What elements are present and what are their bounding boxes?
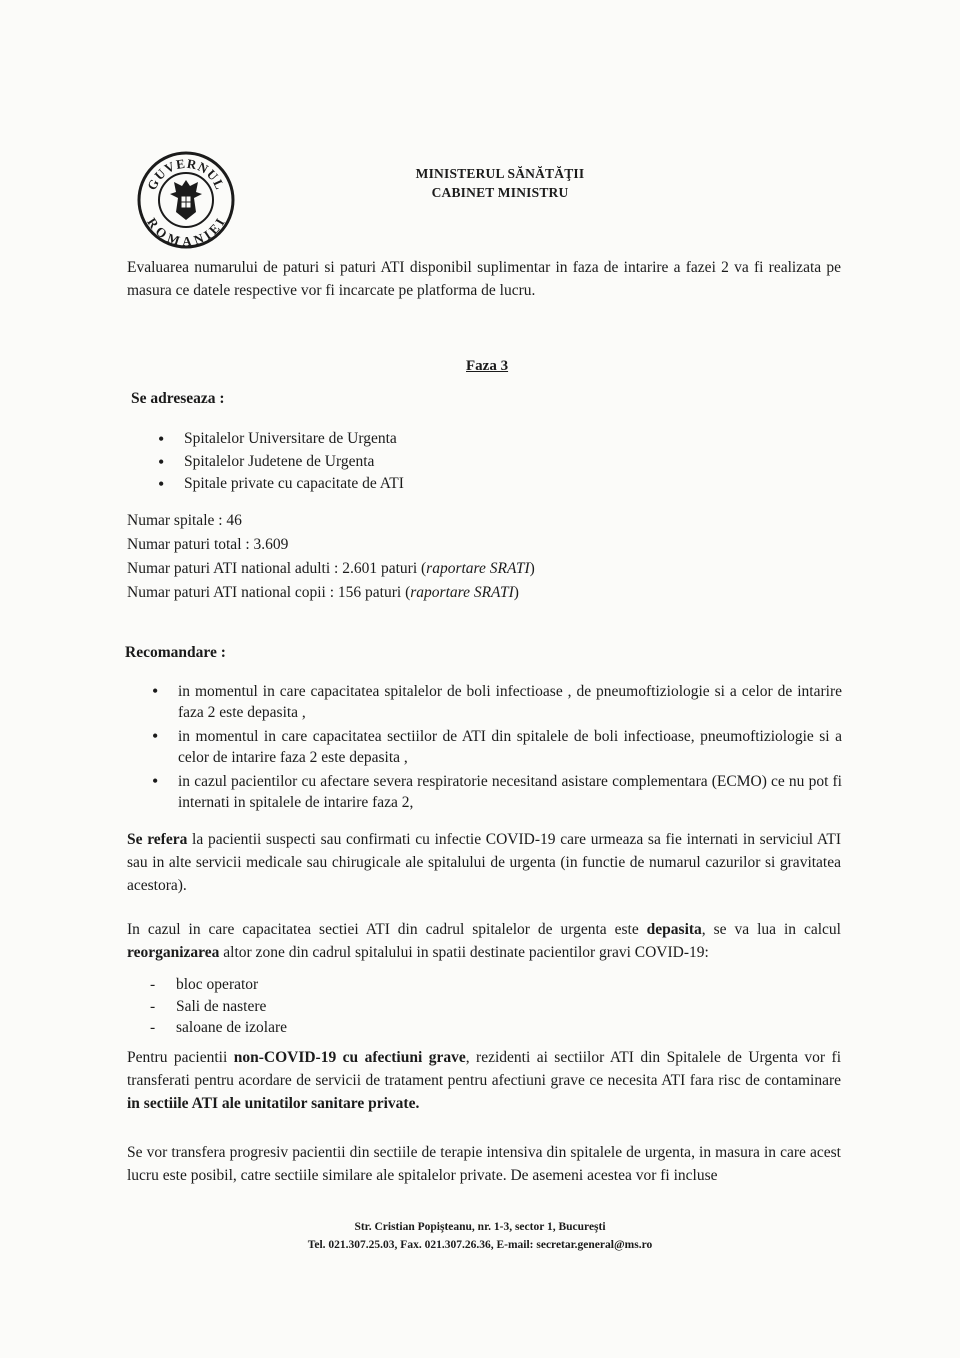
cabinet-name: CABINET MINISTRU [431, 185, 569, 200]
svg-text:ROMANIEI [144, 215, 228, 249]
list-item: • Spitalelor Universitare de Urgenta [158, 428, 658, 451]
beds-total: Numar paturi total : 3.609 [127, 536, 289, 553]
footer-contact: Tel. 021.307.25.03, Fax. 021.307.26.36, E-mail: secretar.general@ms.ro [307, 1239, 653, 1251]
refers-paragraph: Se refera la pacientii suspecti sau confirmati cu infectie COVID-19 care urmeaza sa fie internati in serviciul ATI sau in alte servicii medicale sau chirugicale ale spitalului de urgenta (in functie de numarul cazurilor si gravitatea acestora). [127, 831, 841, 894]
addressed-label: Se adreseaza : [131, 390, 225, 407]
list-item: • Spitale private cu capacitate de ATI [158, 473, 658, 496]
intro-paragraph: Evaluarea numarului de paturi si paturi ATI disponibil suplimentar in faza de intarire a fazei 2 va fi realizata pe masura ce datele respective vor fi incarcate pe platforma de lucru. [127, 259, 841, 299]
list-item: • in cazul pacientilor cu afectare severa respiratorie necesitand asistare complementara (ECMO) ce nu pot fi internati in spitalele de intarire faza 2, [152, 771, 842, 813]
government-seal-icon [136, 150, 236, 250]
footer-address: Str. Cristian Popişteanu, nr. 1-3, sector 1, Bucureşti [354, 1221, 606, 1233]
capacity-paragraph: In cazul in care capacitatea sectiei ATI din cadrul spitalelor de urgenta este depasita, se va lua in calcul reorganizarea altor zone din cadrul spitalului in spatii destinate pacientilor gravi COVID-19: [127, 921, 841, 961]
phase-title: Faza 3 [466, 358, 509, 374]
zones-list [150, 974, 450, 1039]
seal-bottom-text: ROMANIEI [144, 215, 228, 249]
hospitals-count: Numar spitale : 46 [127, 512, 242, 529]
beds-adults: Numar paturi ATI national adulti : 2.601 paturi (raportare SRATI) [127, 560, 535, 577]
recommendation-label: Recomandare : [125, 644, 226, 661]
ministry-name: MINISTERUL SĂNĂTĂŢII [415, 166, 585, 181]
beds-children: Numar paturi ATI national copii : 156 paturi (raportare SRATI) [127, 584, 519, 601]
list-item: - saloane de izolare [150, 1017, 450, 1039]
list-item: - Sali de nastere [150, 996, 450, 1018]
non-covid-paragraph: Pentru pacientii non-COVID-19 cu afectiuni grave, rezidenti ai sectiilor ATI din Spitalele de Urgenta vor fi transferati pentru acordare de servicii de tratament pentru afectiuni grave ce necesita ATI fara risc de contaminare in sectiile ATI ale unitatilor sanitare private. [127, 1049, 841, 1112]
recommendation-list [152, 681, 842, 816]
seal-top-text: GUVERNUL [144, 155, 228, 193]
list-item: • Spitalelor Judetene de Urgenta [158, 451, 658, 474]
addressed-list [158, 428, 658, 496]
transfer-paragraph: Se vor transfera progresiv pacientii din sectiile de terapie intensiva din spitalele de urgenta, in masura in care acest lucru este posibil, catre sectiile similare ale spitalelor private. De asemeni acestea vor fi incluse [127, 1144, 841, 1184]
list-item: • in momentul in care capacitatea sectiilor de ATI din spitalele de boli infectioase, pneumoftiziologie si a celor de intarire faza 2 este depasita , [152, 726, 842, 768]
list-item: - bloc operator [150, 974, 450, 996]
list-item: • in momentul in care capacitatea spitalelor de boli infectioase , de pneumoftiziologie si a celor de intarire faza 2 este depasita , [152, 681, 842, 723]
